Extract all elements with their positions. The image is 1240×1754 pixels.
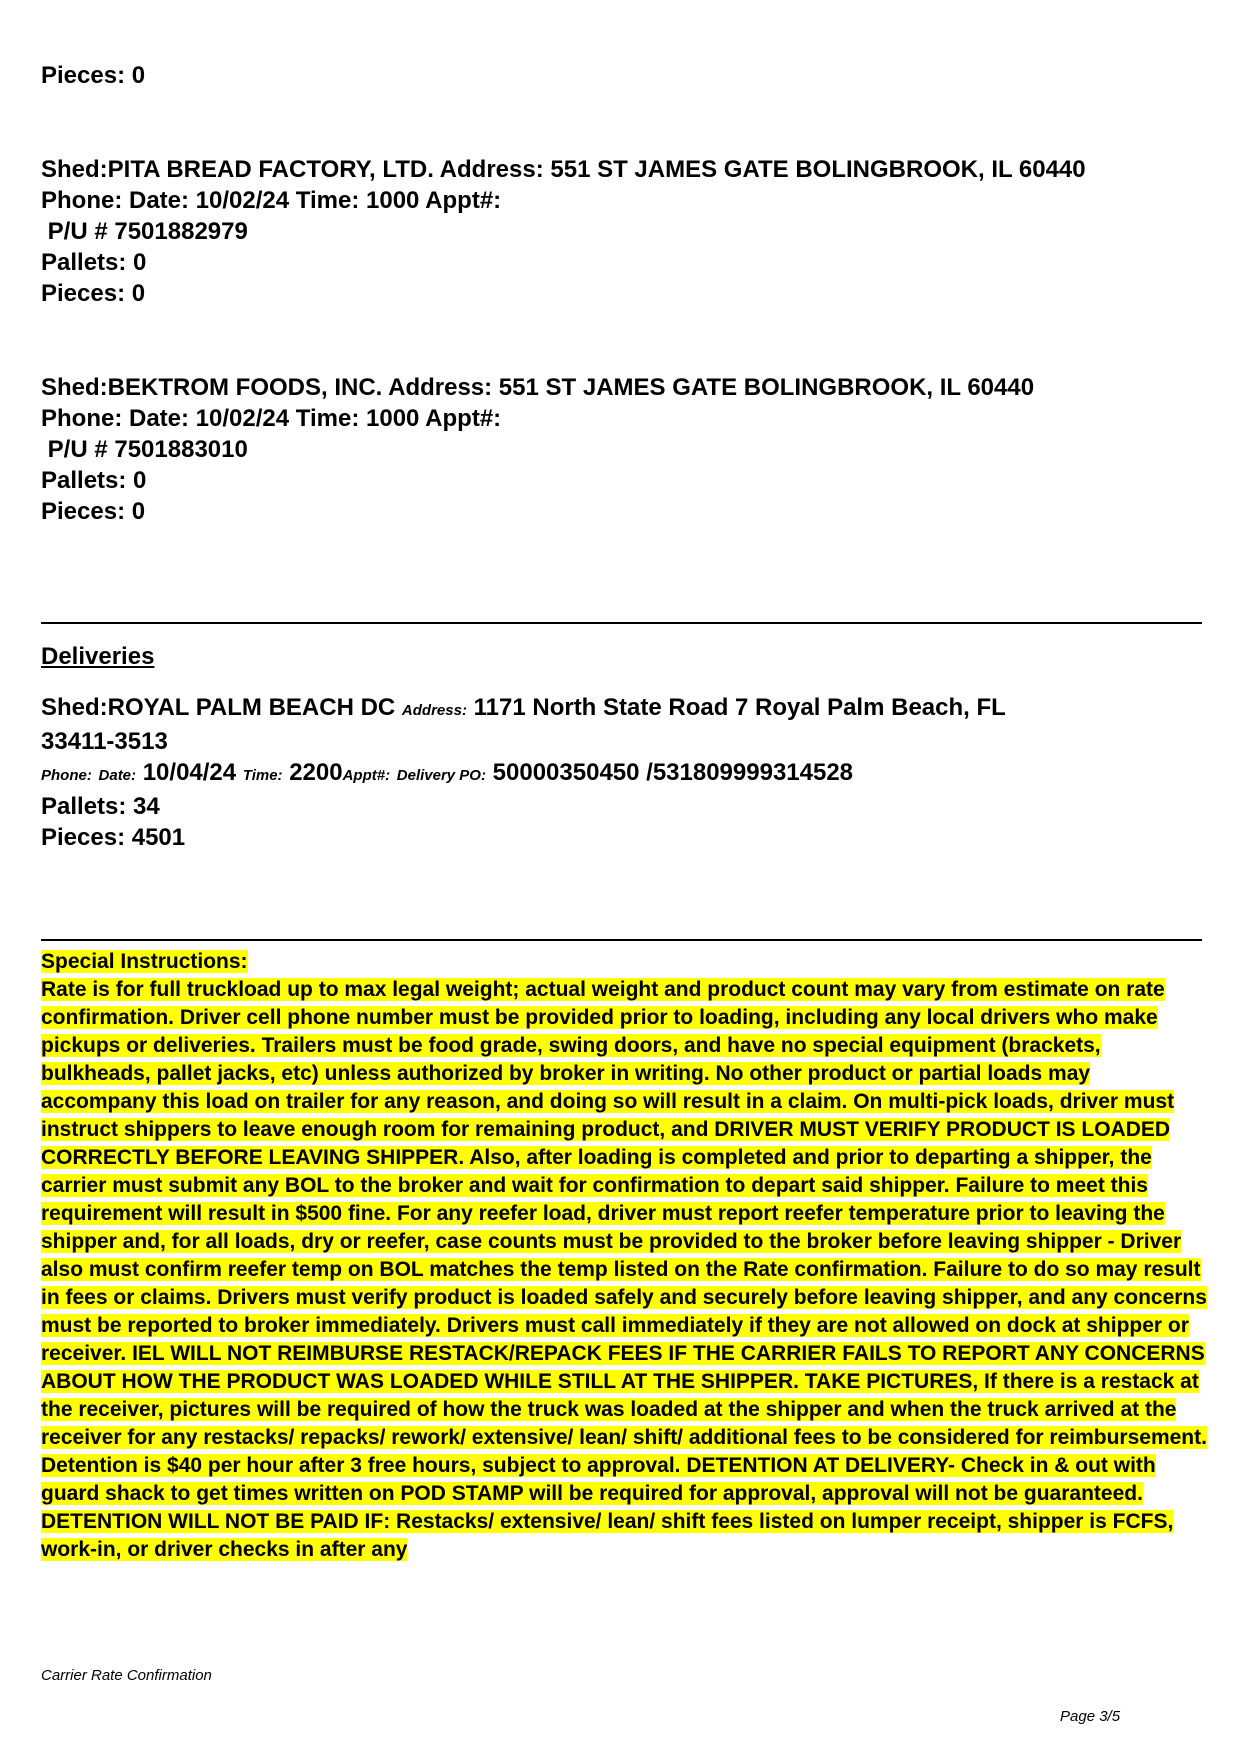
footer-title: Carrier Rate Confirmation	[41, 1667, 212, 1684]
previous-pickup-pieces: Pieces: 0	[41, 62, 146, 89]
pickup-pu-number: P/U # 7501882979	[41, 218, 248, 245]
delivery-address: 1171 North State Road 7 Royal Palm Beach, FL	[473, 694, 1006, 721]
special-instructions-body	[41, 976, 1211, 1564]
delivery-po-label: Delivery PO:	[396, 767, 486, 784]
delivery-time-label: Time:	[242, 767, 283, 784]
delivery-block	[41, 692, 1201, 853]
pickup-pallets: Pallets: 0	[41, 249, 147, 276]
delivery-time: 2200	[289, 759, 343, 786]
special-instructions-heading-text: Special Instructions:	[41, 950, 248, 973]
pickup-pu-number: P/U # 7501883010	[41, 436, 248, 463]
special-instructions-heading	[41, 948, 1211, 976]
special-instructions-text: Rate is for full truckload up to max legal weight; actual weight and product count may vary from estimate on rate confirmation. Driver cell phone number must be provided prior to loading, including any local drivers who make pickups or deliveries. Trailers must be food grade, swing doors, and have no special equipment (brackets, bulkheads, pallet jacks, etc) unless authorized by broker in writing. No other product or partial loads may accompany this load on trailer for any reason, and doing so will result in a claim. On multi-pick loads, driver must instruct shippers to leave enough room for remaining product, and DRIVER MUST VERIFY PRODUCT IS LOADED CORRECTLY BEFORE LEAVING SHIPPER. Also, after loading is completed and prior to departing a shipper, the carrier must submit any BOL to the broker and wait for confirmation to depart said shipper. Failure to meet this requirement will result in $500 fine. For any reefer load, driver must report reefer temperature prior to leaving the shipper and, for all loads, dry or reefer, case counts must be provided to the broker before leaving shipper - Driver also must confirm reefer temp on BOL matches the temp listed on the Rate confirmation. Failure to do so may result in fees or claims. Drivers must verify product is loaded safely and securely before leaving shipper, and any concerns must be reported to broker immediately. Drivers must call immediately if they are not allowed on dock at shipper or receiver. IEL WILL NOT REIMBURSE RESTACK/REPACK FEES IF THE CARRIER FAILS TO REPORT ANY CONCERNS ABOUT HOW THE PRODUCT WAS LOADED WHILE STILL AT THE SHIPPER. TAKE PICTURES, If there is a restack at the receiver, pictures will be required of how the truck was loaded at the shipper and when the truck arrived at the receiver for any restacks/ repacks/ rework/ extensive/ lean/ shift/ additional fees to be considered for reimbursement. Detention is $40 per hour after 3 free hours, subject to approval. DETENTION AT DELIVERY- Check in & out with guard shack to get times written on POD STAMP will be required for approval, approval will not be guaranteed. DETENTION WILL NOT BE PAID IF: Restacks/ extensive/ lean/ shift fees listed on lumper receipt, shipper is FCFS, work-in, or driver checks in after any	[41, 978, 1207, 1561]
delivery-address-label: Address:	[401, 702, 467, 719]
delivery-shed: Shed:ROYAL PALM BEACH DC	[41, 694, 396, 721]
pickup-pieces: Pieces: 0	[41, 498, 146, 525]
delivery-appt-label: Appt#:	[342, 767, 391, 784]
section-divider-bottom	[41, 939, 1202, 941]
pickup-pallets: Pallets: 0	[41, 467, 147, 494]
pickup-shed-line: Shed:BEKTROM FOODS, INC. Address: 551 ST JAMES GATE BOLINGBROOK, IL 60440	[41, 374, 1035, 401]
pickup-block-1	[41, 154, 1086, 309]
delivery-date: 10/04/24	[142, 759, 237, 786]
pickup-phone-line: Phone: Date: 10/02/24 Time: 1000 Appt#:	[41, 187, 502, 214]
pickup-pieces: Pieces: 0	[41, 280, 146, 307]
pickup-block-2	[41, 372, 1034, 527]
special-instructions	[41, 948, 1211, 1564]
delivery-shed-line	[41, 692, 1201, 726]
delivery-phone-line	[41, 757, 1201, 791]
section-divider-top	[41, 622, 1202, 624]
delivery-date-label: Date:	[98, 767, 137, 784]
pickup-phone-line: Phone: Date: 10/02/24 Time: 1000 Appt#:	[41, 405, 502, 432]
deliveries-heading: Deliveries	[41, 643, 155, 670]
delivery-po: 50000350450 /531809999314528	[492, 759, 854, 786]
delivery-pallets: Pallets: 34	[41, 793, 160, 820]
delivery-zip: 33411-3513	[41, 728, 168, 755]
delivery-pieces: Pieces: 4501	[41, 824, 186, 851]
page-number: Page 3/5	[1060, 1708, 1121, 1725]
pickup-shed-line: Shed:PITA BREAD FACTORY, LTD. Address: 551 ST JAMES GATE BOLINGBROOK, IL 60440	[41, 156, 1086, 183]
delivery-phone-label: Phone:	[41, 767, 92, 784]
